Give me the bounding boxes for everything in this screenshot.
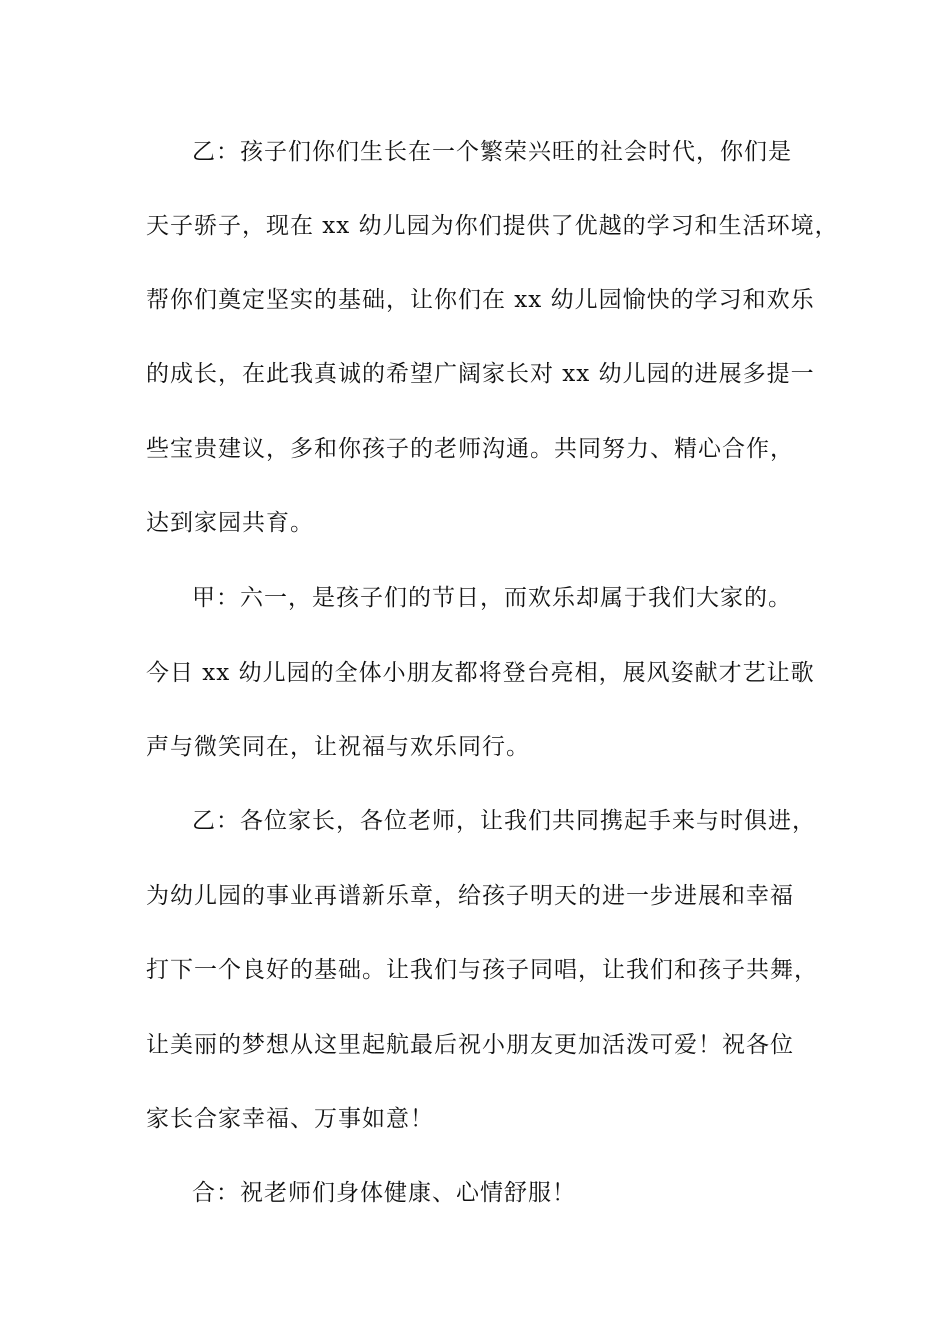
paragraph-1-line-2: 天子骄子，现在 xx 幼儿园为你们提供了优越的学习和生活环境，: [146, 213, 839, 239]
paragraph-1-line-5: 些宝贵建议，多和你孩子的老师沟通。共同努力、精心合作，: [146, 436, 794, 462]
paragraph-3-line-1: 乙：各位家长，各位老师，让我们共同携起手来与时俱进，: [192, 808, 816, 834]
paragraph-2-line-2: 今日 xx 幼儿园的全体小朋友都将登台亮相，展风姿献才艺让歌: [146, 660, 815, 686]
paragraph-2-line-1: 甲：六一，是孩子们的节日，而欢乐却属于我们大家的。: [192, 585, 792, 611]
paragraph-3-line-4: 让美丽的梦想从这里起航最后祝小朋友更加活泼可爱！祝各位: [146, 1032, 794, 1058]
paragraph-3-line-3: 打下一个良好的基础。让我们与孩子同唱，让我们和孩子共舞，: [146, 957, 818, 983]
paragraph-1-line-1: 乙：孩子们你们生长在一个繁荣兴旺的社会时代，你们是: [192, 139, 792, 165]
paragraph-4-line-1: 合：祝老师们身体健康、心情舒服！: [192, 1180, 576, 1206]
paragraph-3-line-5: 家长合家幸福、万事如意！: [146, 1106, 434, 1132]
paragraph-1-line-3: 帮你们奠定坚实的基础，让你们在 xx 幼儿园愉快的学习和欢乐: [146, 287, 815, 313]
paragraph-3-line-2: 为幼儿园的事业再谱新乐章，给孩子明天的进一步进展和幸福: [146, 883, 794, 909]
paragraph-1-line-6: 达到家园共育。: [146, 510, 314, 536]
paragraph-2-line-3: 声与微笑同在，让祝福与欢乐同行。: [146, 734, 530, 760]
paragraph-1-line-4: 的成长，在此我真诚的希望广阔家长对 xx 幼儿园的进展多提一: [146, 361, 815, 387]
